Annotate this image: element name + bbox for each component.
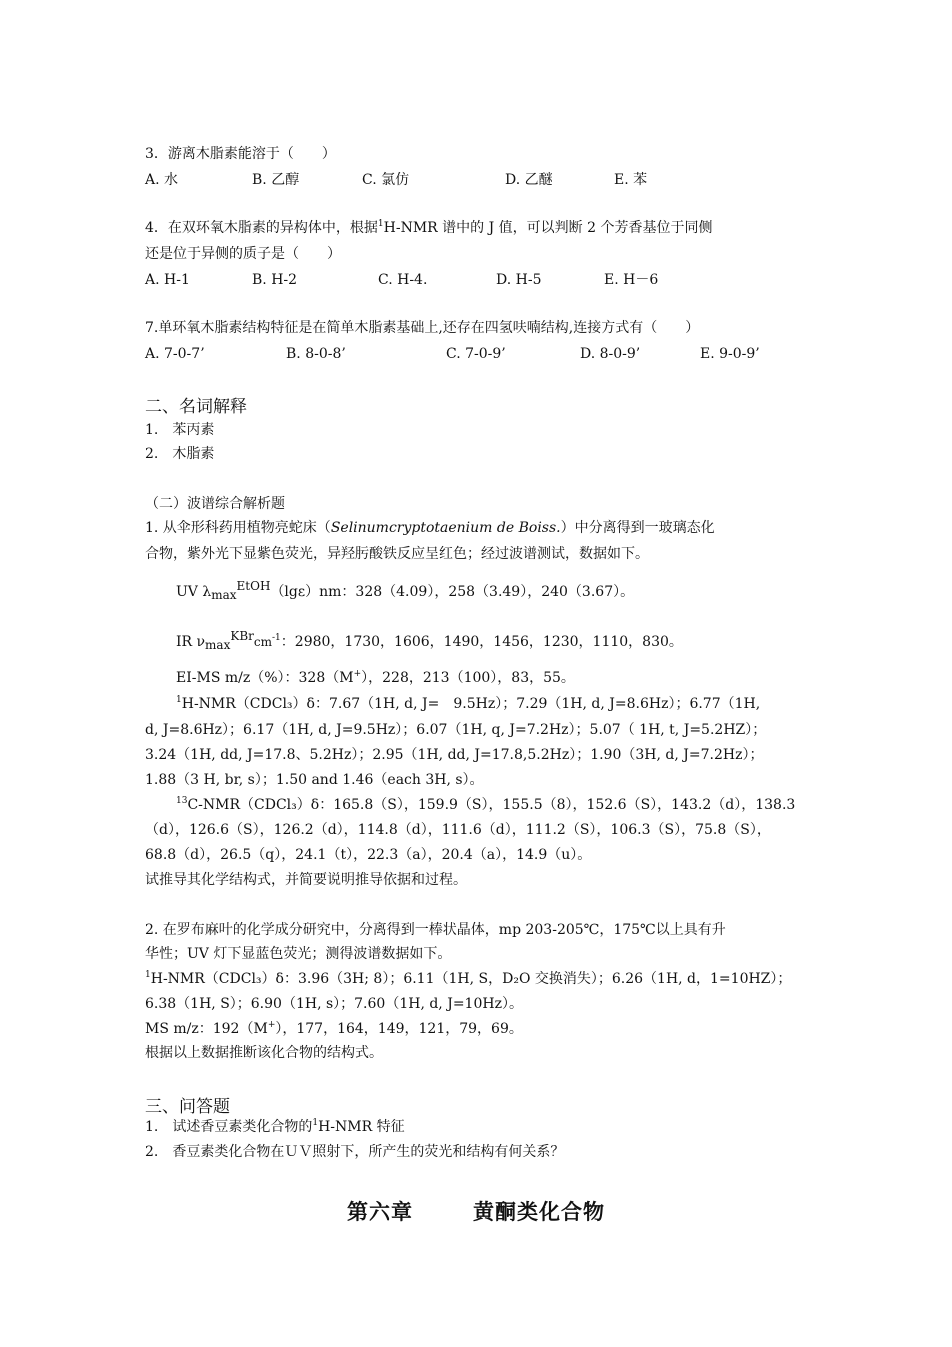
chapter-heading — [0, 1196, 952, 1226]
eims-data: EI-MS m/z（%）：328（M+），228，213（100），83，55。 — [176, 669, 575, 686]
cnmr-line-3: 68.8（d），26.5（q），24.1（t），22.3（a），20.4（a），14.9（u）。 — [145, 847, 592, 863]
section-2-item-2: 2. 木脂素 — [145, 446, 215, 462]
question-3-option-d: D. 乙醚 — [505, 172, 553, 188]
problem-2-hnmr-line-2: 6.38（1H, S）；6.90（1H, s）；7.60（1H, d, J=10Hz）。 — [145, 996, 523, 1012]
question-7-option-a: A. 7-0-7’ — [145, 346, 205, 362]
section-3-item-1: 1. 试述香豆素类化合物的$^1$H-NMR 特征 — [145, 1118, 405, 1135]
question-3-option-e: E. 苯 — [614, 172, 648, 188]
chapter-number: 第六章 — [347, 1200, 413, 1224]
section-3-title: 三、问答题 — [145, 1097, 230, 1117]
question-3-option-c: C. 氯仿 — [362, 172, 410, 188]
hnmr-line-3: 3.24（1H, dd, J=17.8、5.2Hz）；2.95（1H, dd, J=17.8,5.2Hz）；1.90（3H, d, J=7.2Hz）； — [145, 747, 764, 763]
section-3-item-2: 2. 香豆素类化合物在ＵＶ照射下，所产生的荧光和结构有何关系？ — [145, 1144, 565, 1160]
question-4-line-1: 4．在双环氧木脂素的异构体中，根据$^1$H-NMR 谱中的 J 值，可以判断 2 个芳香基位于同侧 — [145, 219, 713, 236]
ir-data: IR $\nu_{max}^{KBr}cm^{-1}$：2980，1730，1606，1490，1456，1230，1110，830。 — [176, 629, 683, 652]
question-3-stem: 3．游离木脂素能溶于（ ） — [145, 146, 336, 162]
question-4-line-2: 还是位于异侧的质子是（ ） — [145, 246, 341, 262]
hnmr-line-2: d, J=8.6Hz）；6.17（1H, d, J=9.5Hz）；6.07（1H, q, J=7.2Hz）；5.07（ 1H, t, J=5.2HZ）； — [145, 722, 767, 738]
hnmr-line-4: 1.88（3 H, br, s）；1.50 and 1.46（each 3H, s）。 — [145, 772, 484, 788]
problem-2-ask: 根据以上数据推断该化合物的结构式。 — [145, 1045, 383, 1061]
section-2-item-1: 1. 苯丙素 — [145, 422, 215, 438]
question-7-stem: 7.单环氧木脂素结构特征是在简单木脂素基础上,还存在四氢呋喃结构,连接方式有（ ） — [145, 320, 700, 336]
problem-2-hnmr-line-1: $^1$H-NMR（CDCl₃）δ：3.96（3H; 8）；6.11（1H, S，D₂O 交换消失）；6.26（1H, d，1=10HZ）； — [145, 970, 792, 987]
cnmr-line-2: （d），126.6（S），126.2（d），114.8（d），111.6（d），111.2（S），106.3（S），75.8（S）， — [145, 822, 771, 838]
problem-2-line-2: 华性；UV 灯下显蓝色荧光；测得波谱数据如下。 — [145, 946, 452, 962]
question-4-option-a: A. H-1 — [145, 272, 190, 288]
problem-1-line-2: 合物，紫外光下显紫色荧光，异羟肟酸铁反应呈红色；经过波谱测试，数据如下。 — [145, 546, 649, 562]
chapter-title: 黄酮类化合物 — [473, 1200, 605, 1224]
problem-1-ask: 试推导其化学结构式，并简要说明推导依据和过程。 — [145, 872, 467, 888]
question-7-option-d: D. 8-0-9’ — [580, 346, 641, 362]
problem-2-ms: MS m/z：192（M+），177，164，149，121，79，69。 — [145, 1020, 523, 1037]
section-2-title: 二、名词解释 — [145, 397, 247, 417]
uv-data: UV $\lambda_{max}^{EtOH}(\lg\varepsilon)nm$：328（4.09），258（3.49），240（3.67）。 — [176, 579, 635, 602]
question-4-option-d: D. H-5 — [496, 272, 542, 288]
question-7-option-b: B. 8-0-8’ — [286, 346, 346, 362]
question-4-option-e: E. H－6 — [604, 272, 659, 288]
cnmr-line-1: $^{13}$C-NMR（CDCl₃）δ：165.8（S），159.9（S），155.5（8），152.6（S），143.2（d），138.3 — [176, 796, 796, 813]
spectra-heading: （二）波谱综合解析题 — [145, 496, 285, 512]
question-3-option-b: B. 乙醇 — [252, 172, 300, 188]
problem-1-line-1: 1. 从伞形科药用植物亮蛇床（Selinumcryptotaenium de Boiss.）中分离得到一玻璃态化 — [145, 520, 715, 536]
question-3-option-a: A. 水 — [145, 172, 179, 188]
question-4-option-c: C. H-4. — [378, 272, 428, 288]
question-7-option-c: C. 7-0-9’ — [446, 346, 506, 362]
question-4-option-b: B. H-2 — [252, 272, 298, 288]
problem-2-line-1: 2. 在罗布麻叶的化学成分研究中，分离得到一棒状晶体，mp 203-205℃，175℃以上具有升 — [145, 922, 726, 938]
hnmr-line-1: $^1$H-NMR（CDCl₃）δ：7.67（1H, d, J= 9.5Hz）；7.29（1H, d, J=8.6Hz）；6.77（1H, — [176, 695, 761, 712]
question-7-option-e: E. 9-0-9’ — [700, 346, 760, 362]
